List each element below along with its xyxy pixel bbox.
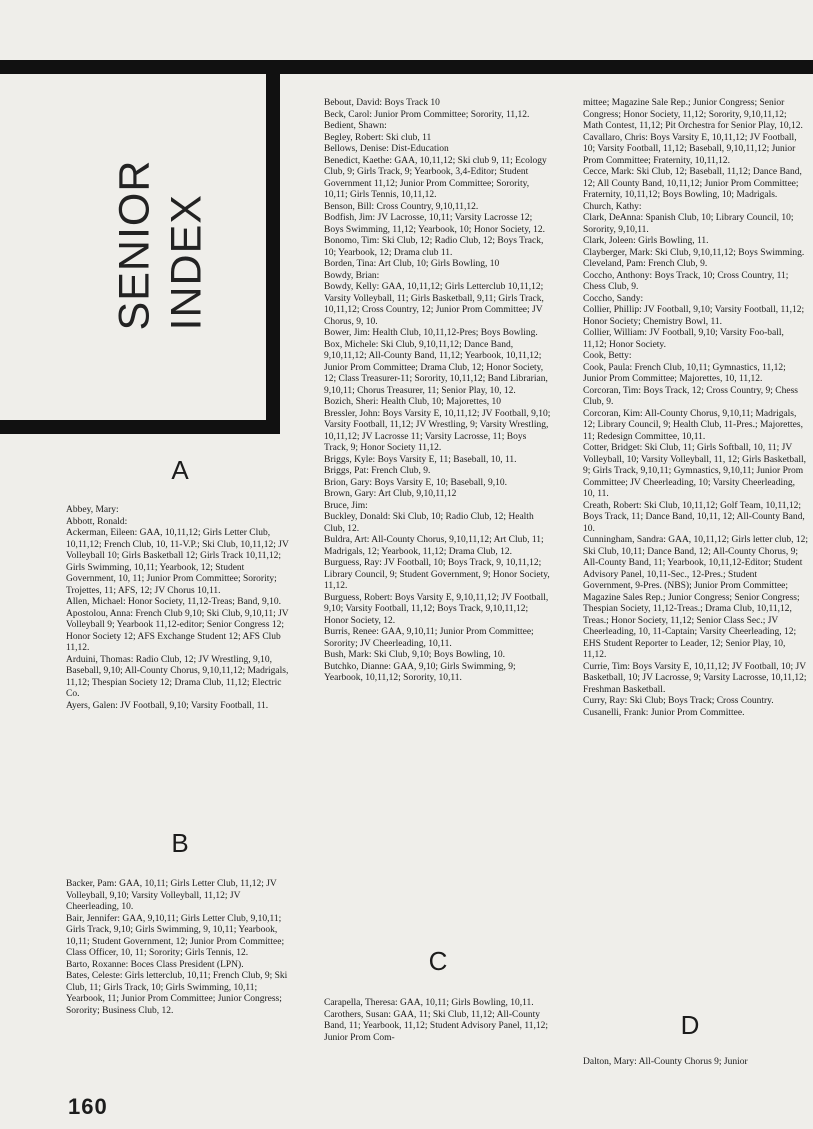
index-entry: Clayberger, Mark: Ski Club, 9,10,11,12; Boys Swimming. bbox=[583, 247, 805, 258]
index-entry: Bonomo, Tim: Ski Club, 12; Radio Club, 12; Boys Track, 10; Yearbook, 12; Drama club 11. bbox=[324, 236, 544, 258]
index-entry: Cusanelli, Frank: Junior Prom Committee. bbox=[583, 707, 745, 718]
index-entry: Buldra, Art: All-County Chorus, 9,10,11,12; Art Club, 11; Madrigals, 12; Yearbook, 11,12; Drama Club, 12. bbox=[324, 535, 544, 557]
index-entry: Allen, Michael: Honor Society, 11,12-Treas; Band, 9,10. bbox=[66, 597, 282, 607]
index-entry: Bush, Mark: Ski Club, 9,10; Boys Bowling, 10. bbox=[324, 650, 506, 660]
index-entry: Carothers, Susan: GAA, 11; Ski Club, 11,12; All-County Band, 11; Yearbook, 11,12; Student Advisory Panel, 11,12; Junior Prom Com- bbox=[324, 1009, 549, 1043]
index-entry: Bebout, David: Boys Track 10 bbox=[324, 98, 440, 108]
index-entry: Barto, Roxanne: Boces Class President (LPN). bbox=[66, 959, 244, 970]
index-entry: Arduini, Thomas: Radio Club, 12; JV Wrestling, 9,10, Baseball, 9,10; All-County Chorus, 9,10,11,12; Madrigals, 11,12; Thespian Society 12; Drama Club, 11,12; Electric Co. bbox=[66, 654, 289, 699]
top-black-bar bbox=[0, 60, 813, 74]
entries-column-b bbox=[66, 879, 292, 1017]
index-entry: Collier, William: JV Football, 9,10; Varsity Foo-ball, 11,12; Honor Society. bbox=[583, 328, 784, 350]
index-entry: Cleveland, Pam: French Club, 9. bbox=[583, 259, 708, 269]
index-entry: Box, Michele: Ski Club, 9,10,11,12; Dance Band, 9,10,11,12; All-County Band, 11,12; Yearbook, 10,11,12; Junior Prom Committee; Drama Club, 12; Honor Society, 12; Class Treasurer-11; Sorority, 10,11,12; Band Librarian, 9,10,11; Chorus Treasurer, 11; Senior Play, 10, 12. bbox=[324, 339, 548, 396]
index-entry: Bruce, Jim: bbox=[324, 500, 368, 511]
title-line-senior: SENIOR bbox=[110, 159, 158, 331]
index-entry: Coccho, Sandy: bbox=[583, 293, 644, 304]
index-entry: Burris, Renee: GAA, 9,10,11; Junior Prom Committee; Sorority; JV Cheerleading, 10,11. bbox=[324, 627, 534, 649]
index-entry: Cook, Betty: bbox=[583, 351, 632, 361]
index-entry: Corcoran, Tim: Boys Track, 12; Cross Country, 9; Chess Club, 9. bbox=[583, 385, 799, 407]
index-entry: Dalton, Mary: All-County Chorus 9; Junior bbox=[583, 1057, 748, 1067]
index-entry: Abbey, Mary: bbox=[66, 505, 119, 515]
index-entry: Bates, Celeste: Girls letterclub, 10,11; French Club, 9; Ski Club, 11; Girls Track, 10; Girls Swimming, 10,11; Yearbook, 11; Junior Prom Committee; Junior Congress; Sorority; Business Club, 12. bbox=[66, 971, 288, 1016]
section-heading-d: D bbox=[680, 1010, 700, 1040]
entries-column-a bbox=[66, 505, 292, 712]
index-entry: Bowdy, Brian: bbox=[324, 270, 380, 281]
index-entry: Church, Kathy: bbox=[583, 201, 642, 212]
index-entry: Brion, Gary: Boys Varsity E, 10; Baseball, 9,10. bbox=[324, 477, 507, 488]
index-entry: Apostolou, Anna: French Club 9,10; Ski Club, 9,10,11; JV Volleyball 9; Yearbook 11,12-editor; Senior Congress 12; Honor Society 12; AFS Exchange Student 12; AFS Club 11,12. bbox=[66, 608, 289, 653]
index-entry: Curry, Ray: Ski Club; Boys Track; Cross Country. bbox=[583, 696, 774, 706]
title-line-index: INDEX bbox=[162, 194, 210, 331]
section-heading-c: C bbox=[428, 946, 448, 976]
index-entry: Cecce, Mark: Ski Club, 12; Baseball, 11,12; Dance Band, 12; All County Band, 10,11,12; Junior Prom Committee; Fraternity, 10,11,12; Boys Bowling, 10; Madrigals. bbox=[583, 167, 802, 200]
entries-column-c bbox=[324, 998, 552, 1044]
index-entry: Clark, DeAnna: Spanish Club, 10; Library Council, 10; Sorority, 9,10,11. bbox=[583, 213, 794, 235]
index-entry: Ackerman, Eileen: GAA, 10,11,12; Girls Letter Club, 10,11,12; French Club, 10, 11-V.P.; Ski Club, 10,11,12; JV Volleyball 10; Girls Basketball 12; Girls Track 10,11,12; Girls Swimming, 10,11; Yearbook, 12; Student Government, 10, 11; Junior Prom Committee; Sorority; Trojettes, 11; AFS, 12; JV Chorus 10,11. bbox=[66, 528, 289, 596]
section-heading-a: A bbox=[171, 455, 189, 485]
index-entry: Clark, Joleen: Girls Bowling, 11. bbox=[583, 236, 709, 246]
index-entry: Bair, Jennifer: GAA, 9,10,11; Girls Letter Club, 9,10,11; Girls Track, 9,10; Girls Swimming, 9, 10,11; Yearbook, 10,11; Student Government, 12; Junior Prom Committee; Class Officer, 10, 11; Sorority; Girls Tennis, 12. bbox=[66, 913, 285, 958]
index-entry: Currie, Tim: Boys Varsity E, 10,11,12; JV Football, 10; JV Basketball, 10; JV Lacrosse, 9; Varsity Lacrosse, 10,11,12; Freshman Basketball. bbox=[583, 661, 807, 695]
index-entry: Burguess, Robert: Boys Varsity E, 9,10,11,12; JV Football, 9,10; Varsity Football, 11,12; Boys Track, 9,10,11,12; Honor Society, 12. bbox=[324, 592, 549, 626]
index-entry: Buckley, Donald: Ski Club, 10; Radio Club, 12; Health Club, 12. bbox=[324, 512, 534, 534]
index-entry: Bellows, Denise: Dist-Education bbox=[324, 144, 449, 154]
index-entry: Bodfish, Jim: JV Lacrosse, 10,11; Varsity Lacrosse 12; Boys Swimming, 11,12; Yearbook, 10; Honor Society, 12. bbox=[324, 213, 545, 235]
entries-column-d bbox=[583, 1057, 809, 1069]
index-entry: Beck, Carol: Junior Prom Committee; Sorority, 11,12. bbox=[324, 109, 530, 120]
index-entry: Bedient, Shawn: bbox=[324, 121, 387, 131]
index-entry: Collier, Phillip: JV Football, 9,10; Varsity Football, 11,12; Honor Society; Chemistry Bowl, 11. bbox=[583, 305, 805, 327]
index-entry: Borden, Tina: Art Club, 10; Girls Bowling, 10 bbox=[324, 259, 500, 269]
index-entry: Corcoran, Kim: All-County Chorus, 9,10,11; Madrigals, 12; Library Council, 9; Health Club, 11-Pres.; Majorettes, 11; Redesign Committee, 10,11. bbox=[583, 408, 803, 442]
index-entry: Abbott, Ronald: bbox=[66, 516, 128, 527]
index-entry: mittee; Magazine Sale Rep.; Junior Congress; Senior Congress; Honor Society, 11,12; Sorority, 9,10,11,12; Math Contest, 11,12; Pit Orchestra for Senior Play, 10,12. bbox=[583, 98, 803, 131]
entries-column-b2 bbox=[324, 98, 552, 685]
index-entry: Creath, Robert: Ski Club, 10,11,12; Golf Team, 10,11,12; Boys Track, 11; Dance Band, 10,11, 12; All-County Band, 10. bbox=[583, 500, 805, 534]
index-entry: Bowdy, Kelly: GAA, 10,11,12; Girls Letterclub 10,11,12; Varsity Volleyball, 11; Girls Basketball, 9,11; Girls Track, 10,11,12; Cross Country, 12; Junior Prom Committee; JV Chorus, 9, 10. bbox=[324, 282, 544, 327]
index-entry: Ayers, Galen: JV Football, 9,10; Varsity Football, 11. bbox=[66, 700, 269, 711]
index-entry: Briggs, Pat: French Club, 9. bbox=[324, 466, 431, 476]
index-entry: Brown, Gary: Art Club, 9,10,11,12 bbox=[324, 489, 457, 499]
entries-column-c2 bbox=[583, 98, 809, 719]
index-entry: Backer, Pam: GAA, 10,11; Girls Letter Club, 11,12; JV Volleyball, 9,10; Varsity Volleyball, 11,12; JV Cheerleading, 10. bbox=[66, 879, 277, 912]
index-entry: Briggs, Kyle: Boys Varsity E, 11; Baseball, 10, 11. bbox=[324, 454, 517, 465]
index-entry: Benedict, Kaethe: GAA, 10,11,12; Ski club 9, 11; Ecology Club, 9; Girls Track, 9; Yearbook, 3,4-Editor; Student Government 11,12; Junior Prom Committee; Sorority, 10,11; Girls Tennis, 10,11,12. bbox=[324, 155, 547, 200]
index-entry: Carapella, Theresa: GAA, 10,11; Girls Bowling, 10,11. bbox=[324, 998, 534, 1008]
index-entry: Cook, Paula: French Club, 10,11; Gymnastics, 11,12; Junior Prom Committee; Majorettes, 10, 11,12. bbox=[583, 362, 786, 384]
index-entry: Burguess, Ray: JV Football, 10; Boys Track, 9, 10,11,12; Library Council, 9; Student Government, 9; Honor Society, 11,12. bbox=[324, 558, 550, 591]
index-entry: Bressler, John: Boys Varsity E, 10,11,12; JV Football, 9,10; Varsity Football, 11,12; JV Wrestling, 9; Varsity Wrestling, 10,11,12; JV Lacrosse 11; Varsity Lacrosse, 11; Boys Track, 9; Honor Society 11,12. bbox=[324, 408, 551, 453]
index-entry: Butchko, Dianne: GAA, 9,10; Girls Swimming, 9; Yearbook, 10,11,12; Sorority, 10,11. bbox=[324, 661, 516, 683]
index-entry: Begley, Robert: Ski club, 11 bbox=[324, 132, 432, 143]
index-entry: Cavallaro, Chris: Boys Varsity E, 10,11,12; JV Football, 10; Varsity Football, 11,12; Baseball, 9,10,11,12; Junior Prom Committee; Fraternity, 10,11,12. bbox=[583, 132, 797, 166]
index-entry: Bower, Jim: Health Club, 10,11,12-Pres; Boys Bowling. bbox=[324, 328, 538, 338]
index-entry: Bozich, Sheri: Health Club, 10; Majorettes, 10 bbox=[324, 397, 502, 407]
index-entry: Benson, Bill: Cross Country, 9,10,11,12. bbox=[324, 201, 479, 212]
index-entry: Cunningham, Sandra: GAA, 10,11,12; Girls letter club, 12; Ski Club, 10,11; Dance Band, 12; All-County Chorus, 9; All-County Band, 11; Yearbook, 10,11,12-Editor; Student Advisory Panel, 10,11-Sec., 12-Pres.; Student Government, 9-Pres. (NBS); Junior Prom Committee; Magazine Sales Rep.; Junior Congress; Senior Congress; Thespian Society, 11,12-Treas.; Drama Club, 10,11,12, Treas.; Honor Society, 11,12; Senior Class Sec.; JV Cheerleading, 10, 11-Captain; Varsity Cheerleading, 12; EHS Student Reporter to Leader, 12; Senior Play, 10, 11,12. bbox=[583, 535, 808, 660]
section-heading-b: B bbox=[171, 828, 189, 858]
page-number: 160 bbox=[68, 1094, 108, 1119]
index-entry: Coccho, Anthony: Boys Track, 10; Cross Country, 11; Chess Club, 9. bbox=[583, 270, 789, 292]
page-title bbox=[100, 150, 220, 340]
index-entry: Cotter, Bridget: Ski Club, 11; Girls Softball, 10, 11; JV Volleyball, 10; Varsity Volleyball, 11, 12; Girls Basketball, 9; Girls Track, 9,10,11; Gymnastics, 9,10,11; Junior Prom Committee; JV Cheerleading, 10; Varsity Cheerleading, 10, 11. bbox=[583, 443, 806, 499]
